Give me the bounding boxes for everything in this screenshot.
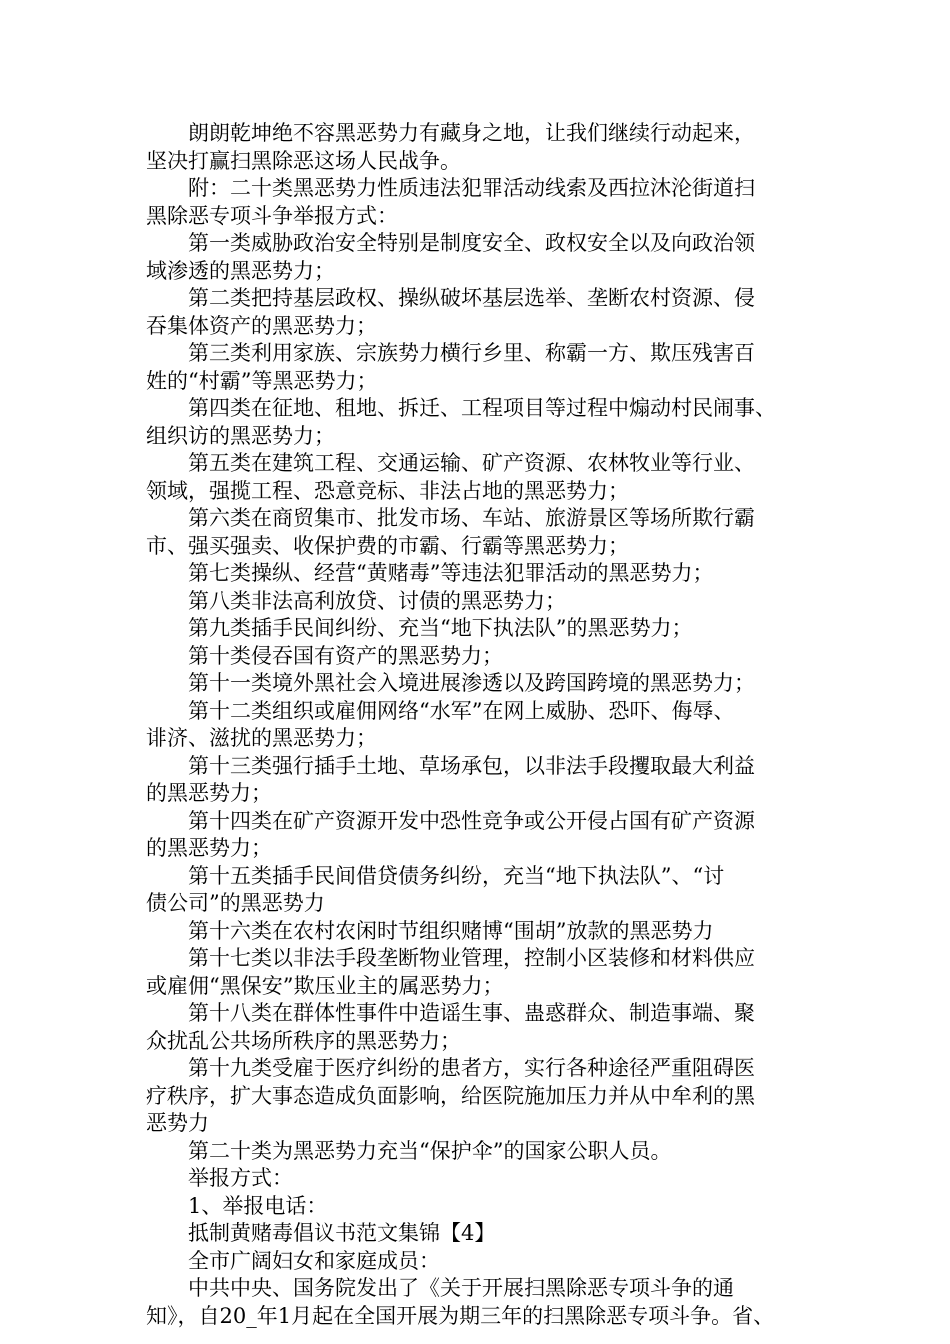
paragraph: [146, 340, 826, 395]
text-line: 第四类在征地、租地、拆迁、工程项目等过程中煽动村民闹事、: [188, 396, 776, 420]
paragraph: [146, 175, 826, 230]
text-line: 黑除恶专项斗争举报方式：: [146, 203, 398, 228]
text-line: 坚决打赢扫黑除恶这场人民战争。: [146, 148, 461, 173]
text-line: 举报方式：: [188, 1166, 293, 1190]
paragraph: [146, 1138, 826, 1166]
text-line: 第二十类为黑恶势力充当“保护伞”的国家公职人员。: [188, 1138, 672, 1163]
text-line: 第五类在建筑工程、交通运输、矿产资源、农林牧业等行业、: [188, 451, 755, 475]
paragraph: [146, 560, 826, 588]
paragraph: [146, 450, 826, 505]
paragraph: [146, 753, 826, 808]
text-line: 众扰乱公共场所秩序的黑恶势力；: [146, 1028, 461, 1053]
text-line: 第七类操纵、经营“黄赌毒”等违法犯罪活动的黑恶势力；: [188, 561, 714, 585]
text-line: 第六类在商贸集市、批发市场、车站、旅游景区等场所欺行霸: [188, 506, 755, 530]
paragraph: [146, 1248, 826, 1276]
text-line: 第十七类以非法手段垄断物业管理，控制小区装修和材料供应: [188, 946, 755, 970]
text-line: 吞集体资产的黑恶势力；: [146, 313, 377, 338]
text-line: 第十二类组织或雇佣网络“水军”在网上威胁、恐吓、侮辱、: [188, 698, 735, 723]
text-line: 知》，自20_年1月起在全国开展为期三年的扫黑除恶专项斗争。省、: [146, 1303, 775, 1328]
text-line: 领域，强揽工程、恐意竞标、非法占地的黑恶势力；: [146, 478, 629, 503]
paragraph: [146, 1055, 826, 1138]
text-line: 恶势力: [146, 1111, 209, 1135]
paragraph: [146, 230, 826, 285]
paragraph: [146, 505, 826, 560]
text-line: 第八类非法高利放贷、讨债的黑恶势力；: [188, 588, 566, 613]
text-line: 附：二十类黑恶势力性质违法犯罪活动线索及西拉沐沦街道扫: [188, 176, 755, 200]
text-line: 第十类侵吞国有资产的黑恶势力；: [188, 643, 503, 668]
text-line: 第十六类在农村农闲时节组织赌博“围胡”放款的黑恶势力: [188, 918, 714, 943]
paragraph: [146, 1193, 826, 1221]
text-line: 第十九类受雇于医疗纠纷的患者方，实行各种途径严重阻碍医: [188, 1056, 755, 1080]
text-line: 或雇佣“黑保安”欺压业主的属恶势力；: [146, 973, 504, 998]
paragraph: [146, 615, 826, 643]
text-line: 第十五类插手民间借贷债务纠纷，充当“地下执法队”、“讨: [188, 863, 725, 888]
text-line: 组织访的黑恶势力；: [146, 423, 335, 448]
paragraph: [146, 395, 826, 450]
text-line: 第十一类境外黑社会入境进展渗透以及跨国跨境的黑恶势力；: [188, 671, 755, 695]
text-line: 疗秩序，扩大事态造成负面影响，给医院施加压力并从中牟利的黑: [146, 1083, 755, 1108]
paragraph: [146, 945, 826, 1000]
text-line: 的黑恶势力；: [146, 781, 272, 805]
text-line: 中共中央、国务院发出了《关于开展扫黑除恶专项斗争的通: [188, 1276, 734, 1300]
text-line: 1、举报电话：: [188, 1193, 328, 1218]
text-line: 第九类插手民间纠纷、充当“地下执法队”的黑恶势力；: [188, 616, 693, 640]
paragraph: [146, 120, 826, 175]
paragraph: [146, 643, 826, 671]
document-body: [146, 120, 826, 1330]
text-line: 市、强买强卖、收保护费的市霸、行霸等黑恶势力；: [146, 533, 629, 558]
paragraph: [146, 670, 826, 698]
text-line: 第三类利用家族、宗族势力横行乡里、称霸一方、欺压残害百: [188, 341, 755, 365]
text-line: 抵制黄赌毒倡议书范文集锦【4】: [188, 1221, 496, 1245]
paragraph: [146, 918, 826, 946]
text-line: 第十四类在矿产资源开发中恐性竞争或公开侵占国有矿产资源: [188, 808, 755, 833]
paragraph: [146, 698, 826, 753]
paragraph: [146, 808, 826, 863]
paragraph: [146, 1000, 826, 1055]
text-line: 第二类把持基层政权、操纵破坏基层选举、垄断农村资源、侵: [188, 286, 755, 310]
text-line: 域渗透的黑恶势力；: [146, 258, 335, 283]
text-line: 全市广阔妇女和家庭成员：: [188, 1248, 440, 1273]
text-line: 的黑恶势力；: [146, 836, 272, 860]
text-line: 第十三类强行插手土地、草场承包，以非法手段攫取最大利益: [188, 753, 755, 778]
paragraph: [146, 1220, 826, 1248]
text-line: 朗朗乾坤绝不容黑恶势力有藏身之地，让我们继续行动起来，: [188, 121, 755, 145]
paragraph: [146, 285, 826, 340]
text-line: 第一类威胁政治安全特别是制度安全、政权安全以及向政治领: [188, 231, 755, 255]
paragraph: [146, 1275, 826, 1330]
paragraph: [146, 863, 826, 918]
text-line: 债公司”的黑恶势力: [146, 891, 325, 915]
text-line: 诽济、滋扰的黑恶势力；: [146, 726, 377, 750]
text-line: 第十八类在群体性事件中造谣生事、蛊惑群众、制造事端、聚: [188, 1001, 755, 1025]
paragraph: [146, 588, 826, 616]
text-line: 姓的“村霸”等黑恶势力；: [146, 368, 378, 393]
paragraph: [146, 1165, 826, 1193]
